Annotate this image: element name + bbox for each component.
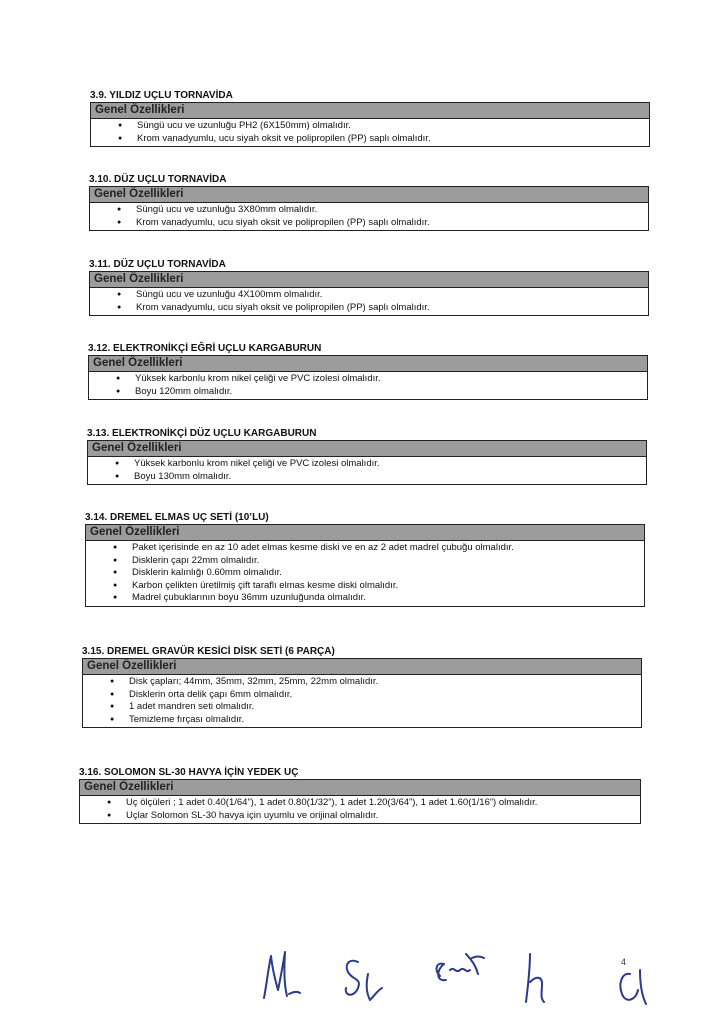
section-duz-uclu-tornavida-3x80	[89, 173, 649, 231]
spec-list	[86, 541, 644, 606]
signature-4	[526, 954, 544, 1002]
section-egri-uclu-kargaburun	[88, 342, 648, 400]
spec-box-header: Genel Özellikleri	[80, 780, 640, 796]
section-title: 3.16. SOLOMON SL-30 HAVYA İÇİN YEDEK UÇ	[79, 767, 299, 778]
spec-box-header: Genel Özellikleri	[83, 659, 641, 675]
spec-item: ● Yüksek karbonlu krom nikel çeliği ve PVC izolesi olmalıdır.	[89, 373, 647, 386]
section-title: 3.13. ELEKTRONİKÇİ DÜZ UÇLU KARGABURUN	[87, 428, 317, 439]
spec-list	[91, 119, 649, 146]
page-number: 4	[621, 957, 627, 967]
spec-box	[79, 779, 641, 824]
spec-item: ● Paket içerisinde en az 10 adet elmas kesme diski ve en az 2 adet madrel çubuğu olmalıdır.	[86, 542, 644, 555]
spec-item: ● Temizleme fırçası olmalıdır.	[83, 714, 641, 727]
spec-list	[90, 203, 648, 230]
spec-item: ● Krom vanadyumlu, ucu siyah oksit ve polipropilen (PP) saplı olmalıdır.	[91, 133, 649, 146]
spec-item: ● Disklerin kalınlığı 0.60mm olmalıdır.	[86, 567, 644, 580]
spec-item: ● Disklerin çapı 22mm olmalıdır.	[86, 555, 644, 568]
section-dremel-elmas-uc-seti	[85, 511, 645, 607]
spec-box	[88, 355, 648, 400]
spec-box	[89, 186, 649, 231]
section-title: 3.14. DREMEL ELMAS UÇ SETİ (10’LU)	[85, 512, 269, 523]
spec-list	[83, 675, 641, 727]
spec-box	[89, 271, 649, 316]
spec-item: ● Krom vanadyumlu, ucu siyah oksit ve polipropilen (PP) saplı olmalıdır.	[90, 217, 648, 230]
signature-3	[437, 954, 484, 980]
section-title: 3.10. DÜZ UÇLU TORNAVİDA	[89, 174, 227, 185]
signature-5	[620, 970, 646, 1004]
spec-box	[85, 524, 645, 607]
spec-box-header: Genel Özellikleri	[86, 525, 644, 541]
section-yildiz-uclu-tornavida	[90, 89, 650, 147]
spec-box-header: Genel Özellikleri	[90, 272, 648, 288]
spec-item: ● Disk çapları; 44mm, 35mm, 32mm, 25mm, 22mm olmalıdır.	[83, 676, 641, 689]
spec-list	[90, 288, 648, 315]
spec-box-header: Genel Özellikleri	[89, 356, 647, 372]
signature-2	[346, 961, 382, 1000]
spec-list	[89, 372, 647, 399]
spec-box-header: Genel Özellikleri	[88, 441, 646, 457]
spec-item: ● Madrel çubuklarının boyu 36mm uzunluğunda olmalıdır.	[86, 592, 644, 605]
spec-item: ● Uçlar Solomon SL-30 havya için uyumlu ve orijinal olmalıdır.	[80, 810, 640, 823]
spec-box-header: Genel Özellikleri	[90, 187, 648, 203]
spec-item: ● Süngü ucu ve uzunluğu 4X100mm olmalıdır.	[90, 289, 648, 302]
section-duz-uclu-tornavida-4x100	[89, 258, 649, 316]
section-dremel-gravur-kesici-disk-seti	[82, 645, 642, 728]
spec-item: ● Uç ölçüleri ; 1 adet 0.40(1/64”), 1 adet 0.80(1/32”), 1 adet 1.20(3/64”), 1 adet 1.60(1/16”) olmalıdır.	[80, 797, 640, 810]
spec-item: ● Disklerin orta delik çapı 6mm olmalıdır.	[83, 689, 641, 702]
section-title: 3.15. DREMEL GRAVÜR KESİCİ DİSK SETİ (6 PARÇA)	[82, 646, 335, 657]
spec-item: ● Süngü ucu ve uzunluğu 3X80mm olmalıdır.	[90, 204, 648, 217]
spec-item: ● Karbon çelikten üretilmiş çift taraflı elmas kesme diski olmalıdır.	[86, 580, 644, 593]
spec-item: ● Süngü ucu ve uzunluğu PH2 (6X150mm) olmalıdır.	[91, 120, 649, 133]
spec-item: ● Yüksek karbonlu krom nikel çeliği ve PVC izolesi olmalıdır.	[88, 458, 646, 471]
signatures	[240, 930, 700, 1010]
spec-box	[87, 440, 647, 485]
spec-box	[90, 102, 650, 147]
section-title: 3.11. DÜZ UÇLU TORNAVİDA	[89, 259, 226, 270]
spec-box-header: Genel Özellikleri	[91, 103, 649, 119]
signature-1	[264, 952, 300, 998]
spec-box	[82, 658, 642, 728]
spec-item: ● Krom vanadyumlu, ucu siyah oksit ve polipropilen (PP) saplı olmalıdır.	[90, 302, 648, 315]
section-title: 3.12. ELEKTRONİKÇİ EĞRİ UÇLU KARGABURUN	[88, 343, 322, 354]
spec-list	[88, 457, 646, 484]
spec-item: ● Boyu 120mm olmalıdır.	[89, 386, 647, 399]
section-solomon-havya-yedek-uc	[79, 766, 641, 824]
spec-item: ● Boyu 130mm olmalıdır.	[88, 471, 646, 484]
spec-list	[80, 796, 640, 823]
section-duz-uclu-kargaburun	[87, 427, 647, 485]
spec-item: ● 1 adet mandren seti olmalıdır.	[83, 701, 641, 714]
section-title: 3.9. YILDIZ UÇLU TORNAVİDA	[90, 90, 233, 101]
